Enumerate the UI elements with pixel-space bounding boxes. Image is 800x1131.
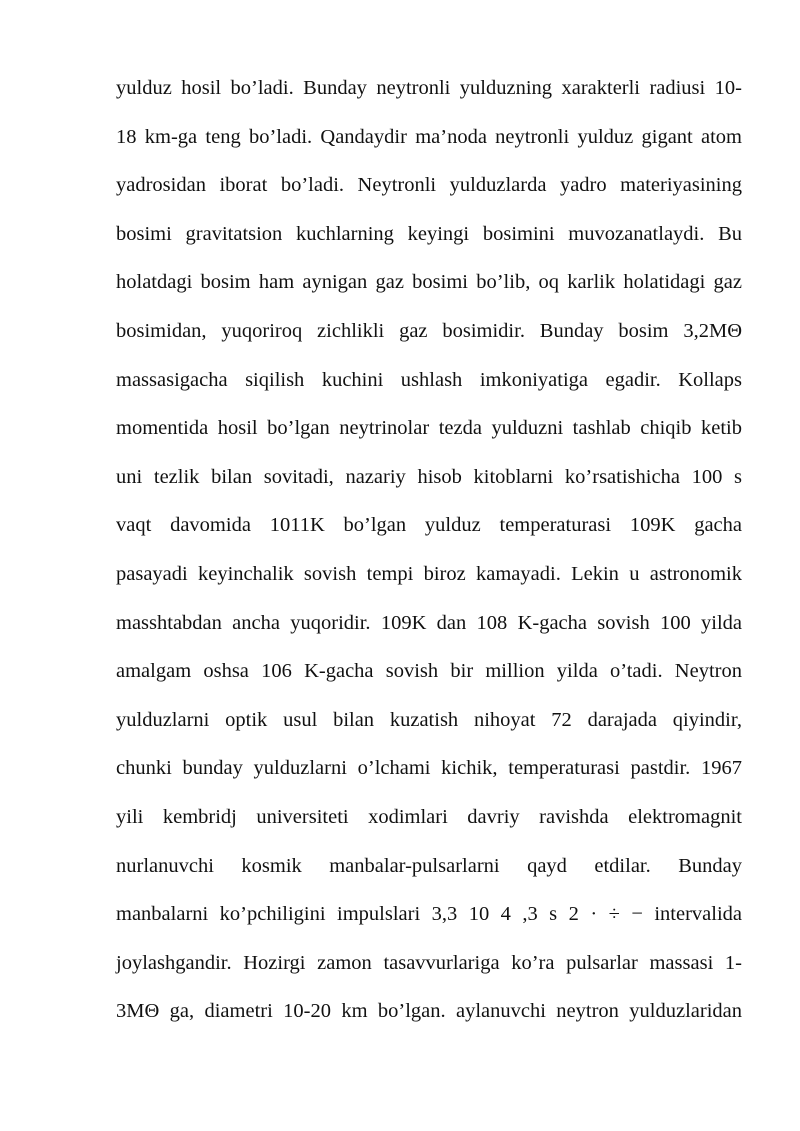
text-line: uni tezlik bilan sovitadi, nazariy hisob kitoblarni ko’rsatishicha 100 s bbox=[116, 465, 742, 488]
text-line: chunki bunday yulduzlarni o’lchami kichik, temperaturasi pastdir. 1967 bbox=[116, 757, 742, 780]
text-line: masshtabdan ancha yuqoridir. 109K dan 108 K-gacha sovish 100 yilda bbox=[116, 611, 742, 634]
text-line: manbalarni ko’pchiligini impulslari 3,3 10 4 ,3 s 2 · ÷ − intervalida bbox=[116, 903, 742, 926]
text-line: joylashgandir. Hozirgi zamon tasavvurlariga ko’ra pulsarlar massasi 1- bbox=[116, 951, 742, 974]
text-line: yili kembridj universiteti xodimlari davriy ravishda elektromagnit bbox=[116, 805, 742, 828]
text-line: yulduzlarni optik usul bilan kuzatish nihoyat 72 darajada qiyindir, bbox=[116, 708, 742, 731]
text-line: holatdagi bosim ham aynigan gaz bosimi bo’lib, oq karlik holatidagi gaz bbox=[116, 271, 742, 294]
text-line: massasigacha siqilish kuchini ushlash imkoniyatiga egadir. Kollaps bbox=[116, 368, 742, 391]
text-line: nurlanuvchi kosmik manbalar-pulsarlarni qayd etdilar. Bunday bbox=[116, 854, 742, 877]
text-line: bosimi gravitatsion kuchlarning keyingi bosimini muvozanatlaydi. Bu bbox=[116, 222, 742, 245]
text-line: bosimidan, yuqoriroq zichlikli gaz bosimidir. Bunday bosim 3,2MΘ bbox=[116, 319, 742, 342]
text-line: yulduz hosil bo’ladi. Bunday neytronli yulduzning xarakterli radiusi 10- bbox=[116, 77, 742, 99]
text-line: vaqt davomida 1011K bo’lgan yulduz temperaturasi 109K gacha bbox=[116, 514, 742, 537]
text-line: pasayadi keyinchalik sovish tempi biroz kamayadi. Lekin u astronomik bbox=[116, 562, 742, 585]
text-line: yadrosidan iborat bo’ladi. Neytronli yulduzlarda yadro materiyasining bbox=[116, 174, 742, 197]
text-line: amalgam oshsa 106 K-gacha sovish bir million yilda o’tadi. Neytron bbox=[116, 660, 742, 683]
text-line: momentida hosil bo’lgan neytrinolar tezda yulduzni tashlab chiqib ketib bbox=[116, 417, 742, 440]
document-page bbox=[116, 68, 742, 1040]
text-line: 3MΘ ga, diametri 10-20 km bo’lgan. aylanuvchi neytron yulduzlaridan bbox=[116, 1000, 742, 1023]
text-line: 18 km-ga teng bo’ladi. Qandaydir ma’noda neytronli yulduz gigant atom bbox=[116, 125, 742, 148]
